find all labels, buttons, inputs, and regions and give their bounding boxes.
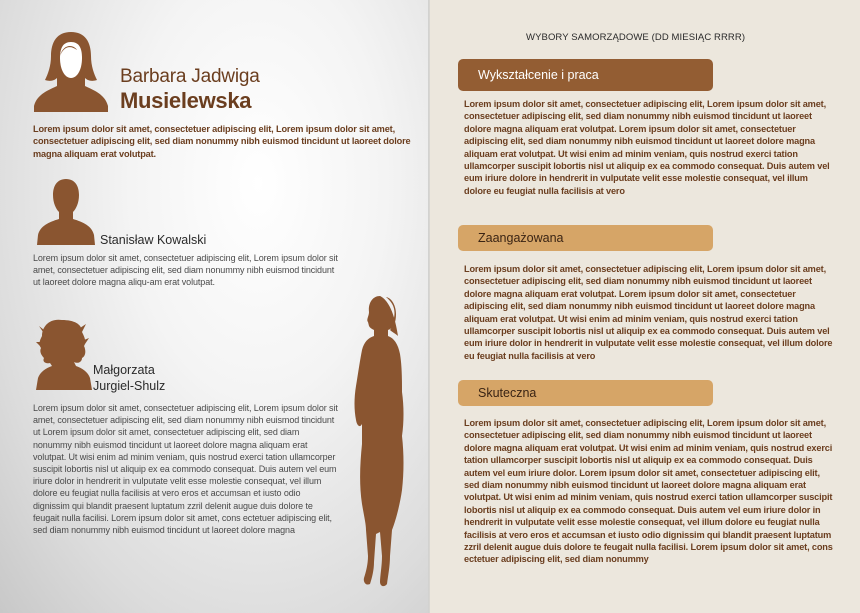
candidate-1-bio: Lorem ipsum dolor sit amet, consectetuer adipiscing elit, Lorem ipsum dolor sit amet, consectetuer adipiscing elit, sed diam nonummy nibh euismod tincidunt ut laoreet dolore magna aliqu-am erat volutpat.	[33, 253, 338, 288]
main-candidate-first-names: Barbara Jadwiga	[120, 66, 260, 87]
man-portrait-silhouette-icon	[37, 177, 95, 245]
right-page	[430, 0, 860, 613]
section-text-education: Lorem ipsum dolor sit amet, consectetuer adipiscing elit, Lorem ipsum dolor sit amet, consectetuer adipiscing elit, sed diam nonummy nibh euismod tincidunt ut laoreet dolore magna aliquam erat volutpat. Lorem ipsum dolor sit amet, consectetuer adipiscing elit, sed diam nonummy nibh euismod tincidunt ut laoreet dolore magna aliquam erat volutpat. Ut wisi enim ad minim veniam, quis nostrud exerci tation ullamcorper suscipit lobortis nisl ut aliquip ex ea commodo consequat. Duis autem vel eum iriure dolore in hendrerit in vulputate velit esse molestie consequat, vel illum dolore eu feugiat nulla facilisis at vero	[464, 99, 830, 196]
section-heading-education: Wykształcenie i praca	[458, 59, 713, 91]
section-text-effective: Lorem ipsum dolor sit amet, consectetuer adipiscing elit, Lorem ipsum dolor sit amet, consectetuer adipiscing elit, sed diam nonummy nibh euismod tincidunt ut laoreet dolore magna aliquam erat volutpat. Ut wisi enim ad minim veniam, quis nostrud exerci tation ullamcorper suscipit lobortis nisl ut aliquip ex ea commodo consequat. Duis autem vel eum iriure dolor. Lorem ipsum dolor sit amet, consectetuer adipiscing elit, sed diam nonummy nibh euismod tincidunt ut laoreet dolore magna aliquam erat volutpat. Ut wisi enim ad minim veniam, quis nostrud exerci tation ullamcorper suscipit lobortis nisl ut aliquip ex ea commodo consequat. Duis autem vel eum iriure dolor in hendrerit in vulputate velit esse molestie consequat, vel illum dolore eu feugiat nulla facilisis at vero eros et accumsan et iusto odio dignissim qui blandit praesent luptatum zzril delenit augue duis dolore te feugait nulla facilisi. Lorem ipsum dolor sit amet, cons ectetuer adipiscing elit, sed diam nonummy	[464, 418, 833, 565]
candidate-2-name-line1: Małgorzata	[93, 363, 155, 377]
section-heading-engaged: Zaangażowana	[458, 225, 713, 251]
candidate-2-bio: Lorem ipsum dolor sit amet, consectetuer adipiscing elit, Lorem ipsum dolor sit amet, consectetuer adipiscing elit, sed diam nonummy nibh euismod tincidunt ut Lorem ipsum dolor sit amet, consectetuer adipiscing elit, sed diam nonummy nibh euismod tincidunt ut laoreet dolore magna aliquam erat volutpat. Ut wisi enim ad minim veniam, quis nostrud exerci tation ullamcorper suscipit lobortis nisl ut aliquip ex ea commodo consequat. Duis autem vel eum iriure dolor in hendrerit in vulputate velit esse molestie consequat, vel illum dolore eu feugiat nulla facilisis at vero eros et accumsan et iusto odio dignissim qui blandit praesent luptatum zzril delenit augue duis dolore te feugait nulla facilisi. Lorem ipsum dolor sit amet, cons ectetuer adipiscing elit, sed diam nonummy nibh euismod tincidunt ut laoreet dolore magna	[33, 403, 338, 536]
woman-portrait-silhouette-icon	[33, 30, 109, 112]
main-candidate-last-name: Musielewska	[120, 88, 252, 113]
woman-curly-hair-silhouette-icon	[36, 318, 92, 390]
candidate-1-name: Stanisław Kowalski	[100, 233, 207, 247]
candidate-2-name	[93, 362, 165, 394]
section-text-engaged: Lorem ipsum dolor sit amet, consectetuer adipiscing elit, Lorem ipsum dolor sit amet, consectetuer adipiscing elit, sed diam nonummy nibh euismod tincidunt ut laoreet dolore magna aliquam erat volutpat. Lorem ipsum dolor sit amet, consectetuer adipiscing elit, sed diam nonummy nibh euismod tincidunt ut laoreet dolore magna aliquam erat volutpat. Ut wisi enim ad minim veniam, quis nostrud exerci tation ullamcorper suscipit lobortis nisl ut aliquip ex ea commodo consequat. Duis autem vel eum iriure dolor in hendrerit in vulputate velit esse molestie consequat, vel illum dolore eu feugiat nulla facilisis at vero	[464, 264, 833, 361]
standing-woman-silhouette-icon	[352, 294, 414, 592]
section-heading-effective: Skuteczna	[458, 380, 713, 406]
election-title: WYBORY SAMORZĄDOWE (DD MIESIĄC RRRR)	[526, 32, 746, 43]
main-candidate-bio: Lorem ipsum dolor sit amet, consectetuer adipiscing elit, Lorem ipsum dolor sit amet, consectetuer adipiscing elit, sed diam nonummy nibh euismod tincidunt ut laoreet dolore magna aliquam erat volutpat.	[33, 124, 411, 159]
candidate-2-name-line2: Jurgiel-Shulz	[93, 379, 166, 393]
